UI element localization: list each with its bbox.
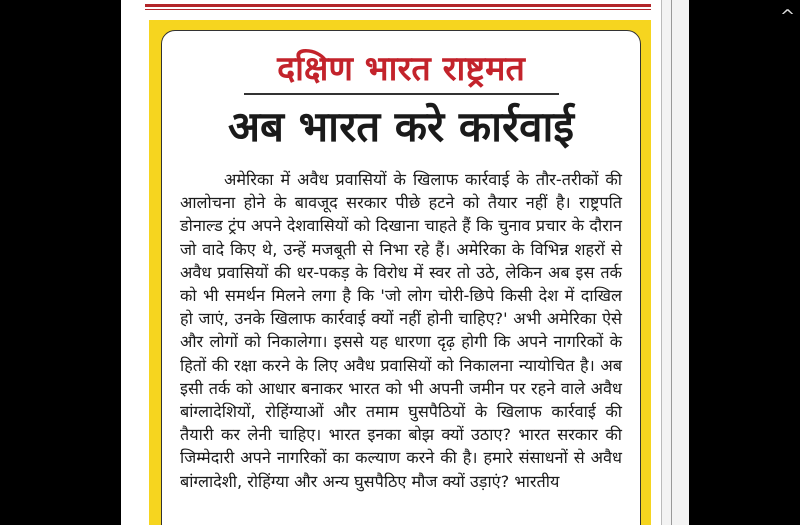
- article-body: अमेरिका में अवैध प्रवासियों के खिलाफ कार्रवाई के तौर-तरीकों की आलोचना होने के बावजूद सरकार पीछे हटने को तैयार नहीं है। राष्ट्रपति डोनाल्ड ट्रंप अपने देशवासियों को दिखाना चाहते हैं कि चुनाव प्रचार के दौरान जो वादे किए थे, उन्हें मजबूती से निभा रहे हैं। अमेरिका के विभिन्न शहरों से अवैध प्रवासियों की धर-पकड़ के विरोध में स्वर तो उठे, लेकिन अब इस तर्क को भी समर्थन मिलने लगा है कि 'जो लोग चोरी-छिपे किसी देश में दाखिल हो जाएं, उनके खिलाफ कार्रवाई क्यों नहीं होनी चाहिए?' अभी अमेरिका ऐसे और लोगों को निकालेगा। इससे यह धारणा दृढ़ होगी कि अपने नागरिकों के हितों की रक्षा करने के लिए अवैध प्रवासियों को निकालना न्यायोचित है। अब इसी तर्क को आधार बनाकर भारत को भी अपनी जमीन पर रहने वाले अवैध बांग्लादेशियों, रोहिंग्याओं और तमाम घुसपैठियों के खिलाफ कार्रवाई की तैयारी कर लेनी चाहिए। भारत इनका बोझ क्यों उठाए? भारत सरकार की जिम्मेदारी अपने नागरिकों का कल्याण करने की है। हमारे संसाधनों से अवैध बांग्लादेशी, रोहिंग्या और अन्य घुसपैठिए मौज क्यों उड़ाएं? भारतीय: [180, 170, 622, 491]
- chevron-up-icon[interactable]: ^: [780, 6, 796, 27]
- editorial-panel: [161, 30, 641, 525]
- article-headline: अब भारत करे कार्रवाई: [227, 102, 575, 151]
- newspaper-page: [121, 0, 661, 525]
- top-rule-thin: [145, 9, 651, 10]
- page-edge-strip: [661, 0, 689, 525]
- paper-name: दक्षिण भारत राष्ट्रमत: [277, 49, 525, 89]
- paper-name-underline: [244, 93, 559, 95]
- editorial-frame: [149, 20, 651, 525]
- top-rule: [145, 4, 651, 7]
